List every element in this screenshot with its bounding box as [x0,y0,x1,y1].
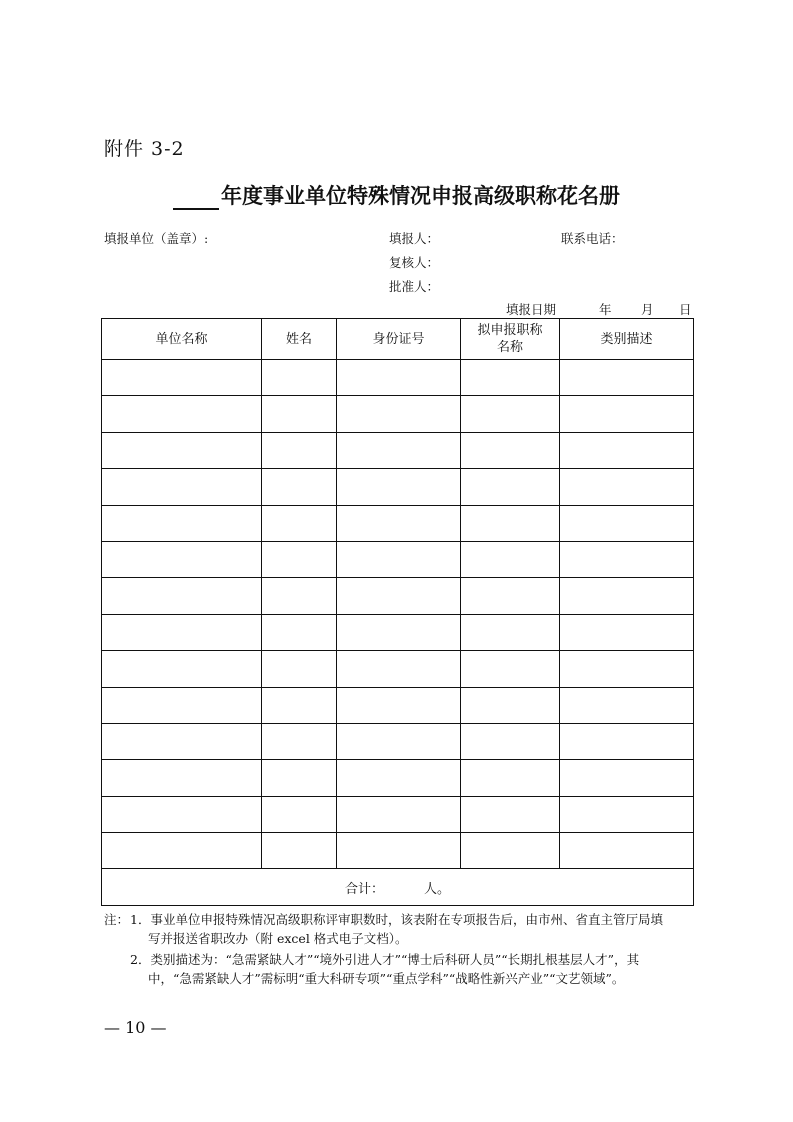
total-unit: 人。 [424,881,451,897]
table-cell [461,360,560,396]
note-2-line-2: 中，“急需紧缺人才”需标明“重大科研专项”“重点学科”“战略性新兴产业”“文艺领域”。 [148,971,625,986]
table-cell [262,833,337,869]
table-cell [461,469,560,505]
date-month: 月 [641,302,654,317]
table-cell [337,396,461,432]
table-cell [337,614,461,650]
note-2-line-1: 2．类别描述为：“急需紧缺人才”“境外引进人才”“博士后科研人员”“长期扎根基层人才”，其 [130,952,640,967]
header-id-number: 身份证号 [337,319,461,360]
table-cell [262,469,337,505]
notes-prefix: 注： [104,912,130,927]
table-cell [560,651,694,687]
table-cell [461,614,560,650]
total-cell [102,869,694,906]
filler-label: 填报人： [389,231,440,246]
table-cell [461,796,560,832]
table-cell [262,505,337,541]
table-row [102,505,694,541]
table-header-row [102,319,694,360]
table-cell [262,432,337,468]
header-title-applied [461,319,560,360]
attachment-label: 附件 3-2 [104,138,185,160]
table-row [102,396,694,432]
date-year: 年 [599,302,612,317]
table-cell [262,723,337,759]
roster-table [101,318,694,906]
table-cell [102,432,262,468]
table-cell [262,541,337,577]
year-blank [173,186,219,210]
table-cell [560,469,694,505]
table-row [102,432,694,468]
table-row [102,796,694,832]
table-row [102,833,694,869]
table-cell [337,360,461,396]
date-day: 日 [679,302,692,317]
reviewer-label: 复核人： [389,255,440,270]
header-unit-name: 单位名称 [102,319,262,360]
table-cell [262,687,337,723]
header-title-line1: 拟申报职称 [477,323,543,338]
table-cell [560,541,694,577]
table-cell [337,723,461,759]
total-row [102,869,694,906]
table-cell [262,360,337,396]
note-1-line-1: 1．事业单位申报特殊情况高级职称评审职数时，该表附在专项报告后，由市州、省直主管厅局填 [130,912,663,927]
table-cell [102,614,262,650]
table-cell [560,360,694,396]
table-cell [337,651,461,687]
table-cell [461,396,560,432]
page-number: — 10 — [104,1018,167,1037]
header-name: 姓名 [262,319,337,360]
table-cell [461,578,560,614]
table-row [102,469,694,505]
date-label: 填报日期 [506,302,557,317]
table-cell [560,432,694,468]
table-cell [461,687,560,723]
table-row [102,687,694,723]
phone-label: 联系电话： [561,231,624,246]
table-cell [262,614,337,650]
table-cell [560,614,694,650]
table-cell [461,505,560,541]
approver-label: 批准人： [389,279,440,294]
table-cell [337,687,461,723]
table-cell [102,469,262,505]
table-cell [461,432,560,468]
table-cell [560,578,694,614]
table-cell [560,687,694,723]
table-cell [262,651,337,687]
header-title-line2: 名称 [496,340,523,355]
table-cell [461,541,560,577]
table-cell [262,578,337,614]
table-cell [461,833,560,869]
table-row [102,541,694,577]
table-cell [262,396,337,432]
table-cell [102,396,262,432]
table-cell [560,723,694,759]
table-cell [102,687,262,723]
table-cell [337,760,461,796]
table-cell [102,760,262,796]
note-1-line-2: 写并报送省职改办（附 excel 格式电子文档）。 [148,931,408,946]
table-cell [560,760,694,796]
table-cell [337,505,461,541]
table-cell [337,541,461,577]
table-cell [337,432,461,468]
table-cell [102,651,262,687]
table-cell [102,505,262,541]
table-row [102,614,694,650]
table-row [102,578,694,614]
table-cell [102,796,262,832]
table-cell [461,723,560,759]
table-cell [337,796,461,832]
table-row [102,651,694,687]
table-cell [102,723,262,759]
table-cell [102,833,262,869]
table-cell [262,796,337,832]
title-text: 年度事业单位特殊情况申报高级职称花名册 [221,184,620,208]
total-label: 合计： [344,881,384,897]
table-cell [102,541,262,577]
table-cell [337,469,461,505]
unit-label: 填报单位（盖章）: [104,231,209,246]
table-cell [337,833,461,869]
table-cell [560,833,694,869]
table-cell [560,796,694,832]
table-cell [337,578,461,614]
document-title [0,180,793,210]
table-row [102,723,694,759]
table-cell [560,505,694,541]
table-cell [102,578,262,614]
table-cell [102,360,262,396]
table-row [102,760,694,796]
table-cell [461,760,560,796]
table-cell [560,396,694,432]
table-row [102,360,694,396]
header-category: 类别描述 [560,319,694,360]
table-cell [461,651,560,687]
table-cell [262,760,337,796]
